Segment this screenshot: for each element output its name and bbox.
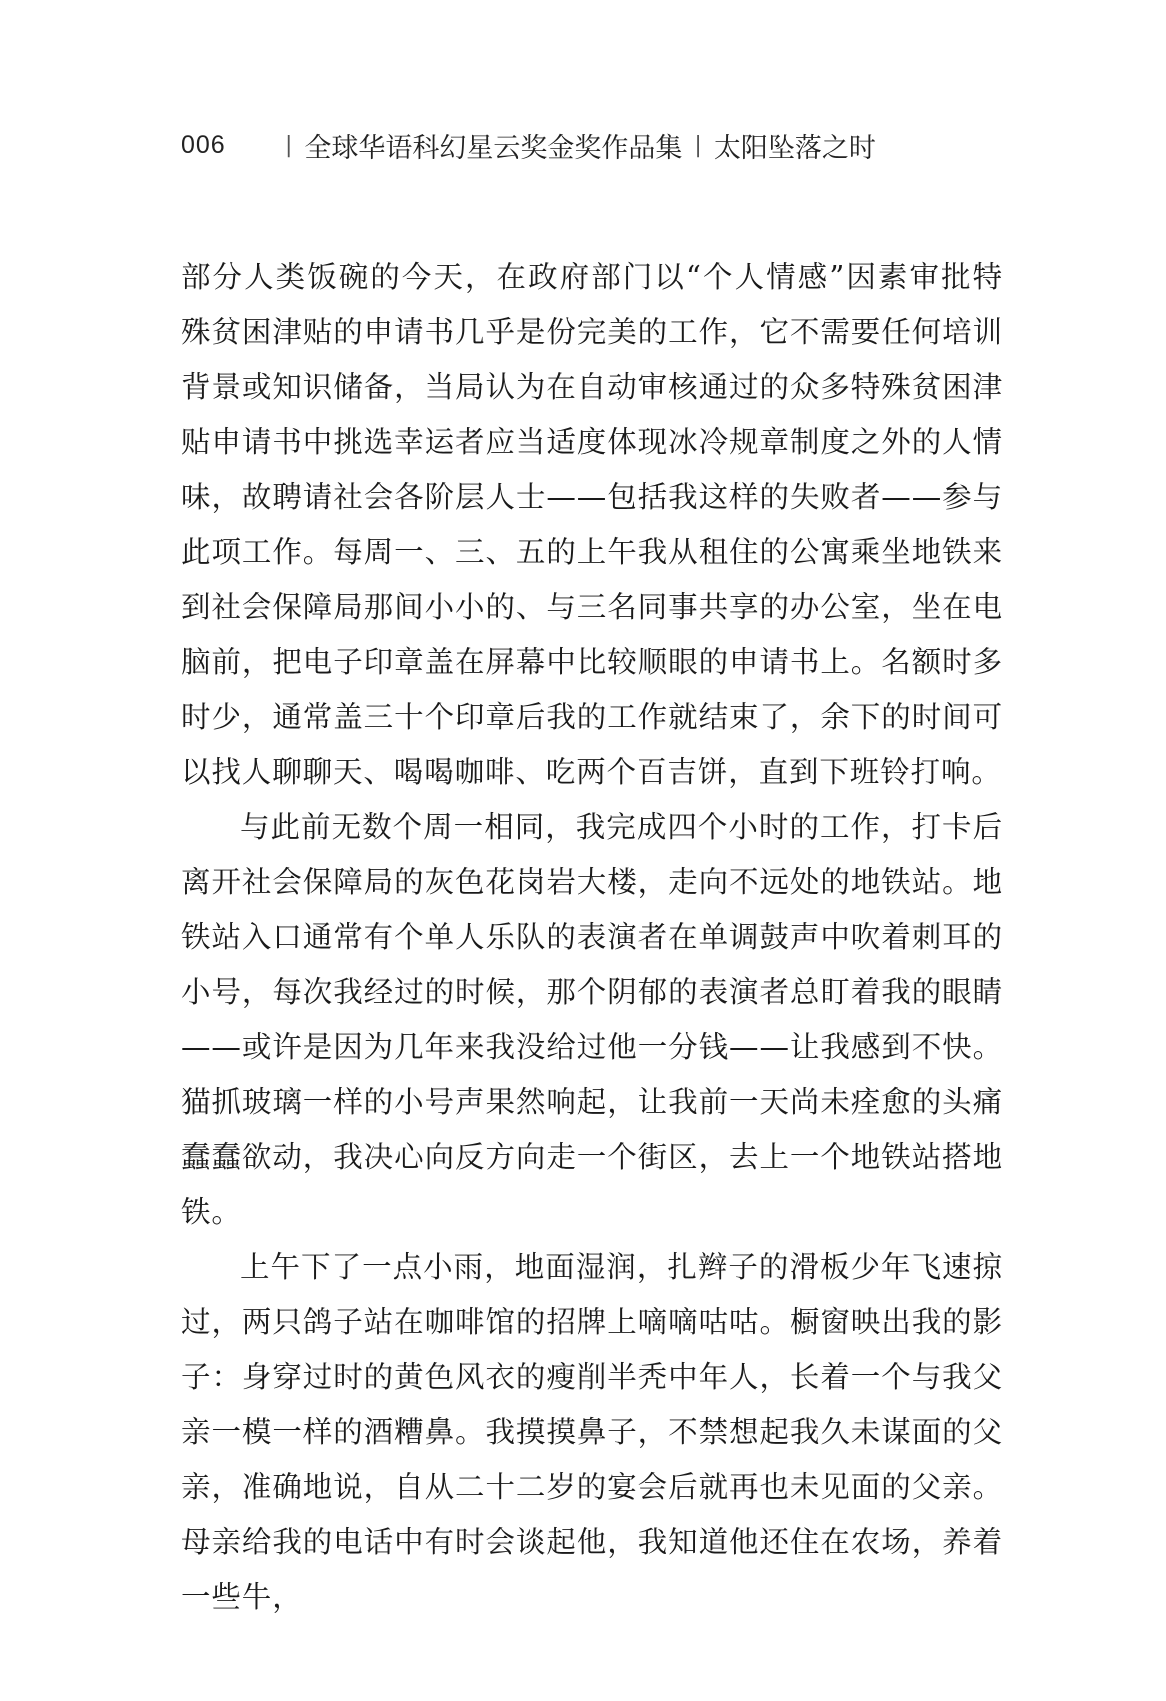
- page-number: 006: [181, 130, 226, 159]
- paragraph: 与此前无数个周一相同，我完成四个小时的工作，打卡后离开社会保障局的灰色花岗岩大楼，走向不远处的地铁站。地铁站入口通常有个单人乐队的表演者在单调鼓声中吹着刺耳的小号，每次我经过的时候，那个阴郁的表演者总盯着我的眼睛——或许是因为几年来我没给过他一分钱——让我感到不快。猫抓玻璃一样的小号声果然响起，让我前一天尚未痊愈的头痛蠢蠢欲动，我决心向反方向走一个街区，去上一个地铁站搭地铁。: [181, 810, 1003, 1229]
- book-title: 全球华语科幻星云奖金奖作品集: [304, 132, 683, 164]
- story-title: 太阳坠落之时: [713, 132, 876, 164]
- paragraph-continued: 部分人类饭碗的今天，在政府部门以“个人情感”因素审批特殊贫困津贴的申请书几乎是份完美的工作，它不需要任何培训背景或知识储备，当局认为在自动审核通过的众多特殊贫困津贴申请书中挑选幸运者应当适度体现冰冷规章制度之外的人情味，故聘请社会各阶层人士——包括我这样的失败者——参与此项工作。每周一、三、五的上午我从租住的公寓乘坐地铁来到社会保障局那间小小的、与三名同事共享的办公室，坐在电脑前，把电子印章盖在屏幕中比较顺眼的申请书上。名额时多时少，通常盖三十个印章后我的工作就结束了，余下的时间可以找人聊聊天、喝喝咖啡、吃两个百吉饼，直到下班铃打响。: [181, 260, 1003, 789]
- running-header: [181, 122, 876, 168]
- paragraph: 上午下了一点小雨，地面湿润，扎辫子的滑板少年飞速掠过，两只鸽子站在咖啡馆的招牌上嘀嘀咕咕。橱窗映出我的影子：身穿过时的黄色风衣的瘦削半秃中年人，长着一个与我父亲一模一样的酒糟鼻。我摸摸鼻子，不禁想起我久未谋面的父亲，准确地说，自从二十二岁的宴会后就再也未见面的父亲。母亲给我的电话中有时会谈起他，我知道他还住在农场，养着一些牛，: [181, 1250, 1003, 1614]
- header-separator: |: [285, 132, 293, 158]
- header-separator: |: [694, 132, 702, 158]
- body-text: [181, 250, 1003, 1625]
